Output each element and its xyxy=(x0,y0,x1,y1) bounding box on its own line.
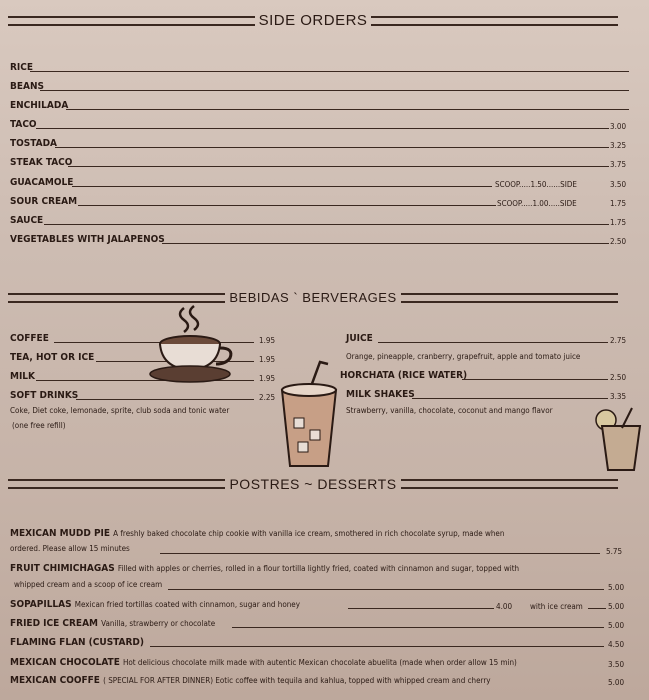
bev-horchata: HORCHATA (RICE WATER) xyxy=(340,370,468,381)
bev-price-tea: 1.95 xyxy=(259,355,276,364)
milk-shakes-desc: Strawberry, vanilla, chocolate, coconut and mango flavor xyxy=(346,406,553,415)
soft-drinks-note: (one free refill) xyxy=(12,421,66,430)
side-price-steak-taco: 3.75 xyxy=(610,160,627,169)
section-title: POSTRES ~ DESSERTS xyxy=(229,476,397,492)
leader-line xyxy=(78,205,496,206)
leader-line xyxy=(462,379,608,380)
side-item-tostada: TOSTADA xyxy=(10,138,58,149)
dessert-name: SOPAPILLAS xyxy=(10,599,72,610)
leader-line xyxy=(412,398,608,399)
coffee-cup-icon xyxy=(148,304,240,386)
price-chimi: 5.00 xyxy=(608,583,625,592)
side-item-beans: BEANS xyxy=(10,81,44,92)
bev-milk-shakes: MILK SHAKES xyxy=(346,389,415,400)
side-item-sour-cream: SOUR CREAM xyxy=(10,196,78,207)
price-sopa: 5.00 xyxy=(608,602,625,611)
price-fried: 5.00 xyxy=(608,621,625,630)
dessert-desc: Vanilla, strawberry or chocolate xyxy=(101,619,216,628)
side-price-guacamole: 3.50 xyxy=(610,180,627,189)
header-rule-left xyxy=(8,293,225,303)
side-item-rice: RICE xyxy=(10,62,34,73)
section-title: SIDE ORDERS xyxy=(258,12,368,29)
soft-drinks-desc: Coke, Diet coke, lemonade, sprite, club soda and tonic water xyxy=(10,406,230,415)
price-cooffe: 5.00 xyxy=(608,678,625,687)
leader-line xyxy=(44,224,609,225)
side-item-enchilada: ENCHILADA xyxy=(10,100,69,111)
leader-line xyxy=(160,553,600,554)
bev-soft-drinks: SOFT DRINKS xyxy=(10,390,79,401)
dessert-name: MEXICAN COOFFE xyxy=(10,675,100,686)
side-item-vegetables: VEGETABLES WITH JALAPENOS xyxy=(10,234,165,245)
header-rule-right xyxy=(401,293,618,303)
leader-line xyxy=(588,608,606,609)
dessert-desc: Hot delicious chocolate milk made with autentic Mexican chocolate abuelita (made when order allow 15 min) xyxy=(122,658,517,667)
leader-line xyxy=(232,627,604,628)
header-rule-left xyxy=(8,16,255,26)
desserts-header xyxy=(8,476,618,492)
bev-milk: MILK xyxy=(10,371,36,382)
leader-line xyxy=(76,399,254,400)
leader-line xyxy=(68,166,609,167)
dessert-name: FRIED ICE CREAM xyxy=(10,618,98,629)
leader-line xyxy=(30,71,629,72)
dessert-desc: Filled with apples or cherries, rolled in a flour tortilla lightly fried, coated with cinnamon and sugar, topped with xyxy=(117,564,520,573)
side-orders-header xyxy=(8,12,618,29)
leader-line xyxy=(348,608,494,609)
price-flan: 4.50 xyxy=(608,640,625,649)
soda-glass-icon xyxy=(276,360,344,472)
bev-price-juice: 2.75 xyxy=(610,336,627,345)
lemonade-glass-icon xyxy=(592,406,644,472)
price-choc: 3.50 xyxy=(608,660,625,669)
dessert-desc: A freshly baked chocolate chip cookie with vanilla ice cream, smothered in rich chocolate syrup, made when xyxy=(113,529,505,538)
leader-line xyxy=(55,147,609,148)
bev-juice: JUICE xyxy=(346,333,373,344)
dessert-desc: Mexican fried tortillas coated with cinnamon, sugar and honey xyxy=(74,600,300,609)
leader-line xyxy=(162,243,609,244)
side-item-guacamole: GUACAMOLE xyxy=(10,177,74,188)
leader-line xyxy=(168,589,604,590)
side-price-sauce: 1.75 xyxy=(610,218,627,227)
chimi-desc-2: whipped cream and a scoop of ice cream xyxy=(14,580,163,589)
dessert-mexican-chocolate xyxy=(10,657,517,668)
side-price-vegetables: 2.50 xyxy=(610,237,627,246)
dessert-name: MEXICAN CHOCOLATE xyxy=(10,657,120,668)
dessert-desc: ( SPECIAL FOR AFTER DINNER) Eotic coffee with tequila and kahlua, topped with whipped cream and cherry xyxy=(103,676,491,685)
side-item-steak-taco: STEAK TACO xyxy=(10,157,73,168)
leader-line xyxy=(150,646,604,647)
beverages-header xyxy=(8,290,618,305)
price-mudpie: 5.75 xyxy=(606,547,623,556)
side-item-taco: TACO xyxy=(10,119,37,130)
bev-tea: TEA, HOT OR ICE xyxy=(10,352,95,363)
bev-price-coffee: 1.95 xyxy=(259,336,276,345)
dessert-fried-ice-cream xyxy=(10,618,215,629)
dessert-name: FRUIT CHIMICHAGAS xyxy=(10,563,115,574)
dessert-mudpie xyxy=(10,528,504,539)
sopa-price-plain: 4.00 xyxy=(496,602,513,611)
header-rule-left xyxy=(8,479,225,489)
side-price-taco: 3.00 xyxy=(610,122,627,131)
bev-price-milk: 1.95 xyxy=(259,374,276,383)
dessert-name: MEXICAN MUDD PIE xyxy=(10,528,111,539)
leader-line xyxy=(72,186,492,187)
guacamole-scoop-side: SCOOP.....1.50......SIDE xyxy=(495,180,577,189)
side-price-sour-cream: 1.75 xyxy=(610,199,627,208)
leader-line xyxy=(66,109,629,110)
header-rule-right xyxy=(371,16,618,26)
sour-cream-scoop-side: SCOOP.....1.00.....SIDE xyxy=(497,199,577,208)
section-title: BEBIDAS ` BERVERAGES xyxy=(229,290,397,305)
dessert-sopapillas xyxy=(10,599,300,610)
sopa-with-ice-cream: with ice cream xyxy=(530,602,583,611)
bev-price-horchata: 2.50 xyxy=(610,373,627,382)
side-price-tostada: 3.25 xyxy=(610,141,627,150)
header-rule-right xyxy=(401,479,618,489)
bev-price-milk-shakes: 3.35 xyxy=(610,392,627,401)
leader-line xyxy=(40,90,629,91)
dessert-chimichangas xyxy=(10,563,519,574)
leader-line xyxy=(36,128,609,129)
side-item-sauce: SAUCE xyxy=(10,215,44,226)
dessert-flan: FLAMING FLAN (CUSTARD) xyxy=(10,637,145,648)
bev-price-soft-drinks: 2.25 xyxy=(259,393,276,402)
mudpie-desc-2: ordered. Please allow 15 minutes xyxy=(10,544,130,553)
juice-desc: Orange, pineapple, cranberry, grapefruit, apple and tomato juice xyxy=(346,352,581,361)
dessert-mexican-cooffe xyxy=(10,675,491,686)
leader-line xyxy=(378,342,608,343)
bev-coffee: COFFEE xyxy=(10,333,49,344)
